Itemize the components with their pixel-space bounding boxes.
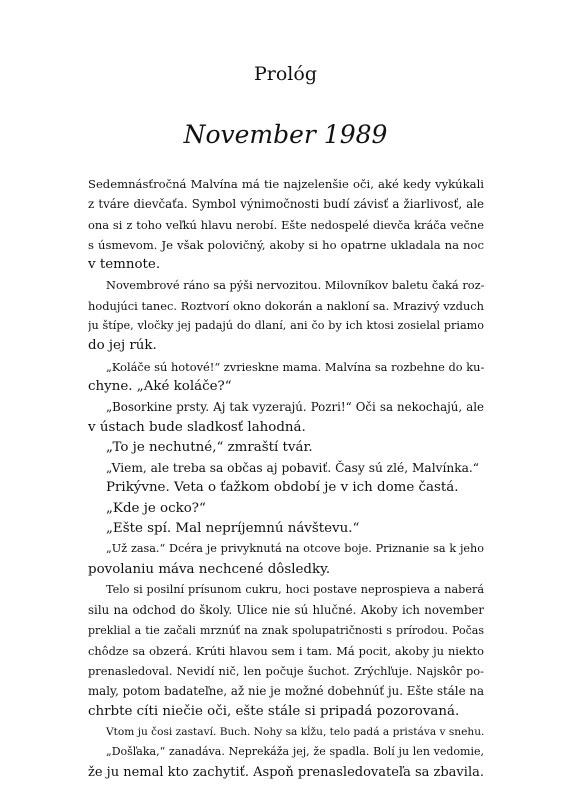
text-line: hodujúci tanec. Roztvorí okno dokorán a nakloní sa. Mrazivý vzduch	[88, 298, 484, 313]
text-line: s úsmevom. Je však polovičný, akoby si ho opatrne ukladala na noc	[88, 237, 484, 252]
text-line: z tváre dievčaťa. Symbol výnimočnosti budí závisť a žiarlivosť, ale	[88, 197, 484, 212]
text-line: maly, potom badateľne, až nie je možné dobehnúť ju. Ešte stále na	[88, 684, 484, 699]
text-line: Prikývne. Veta o ťažkom období je v ich dome častá.	[106, 480, 459, 496]
text-line: „Došľaka,“ zanadáva. Neprekáža jej, že spadla. Bolí ju len vedomie,	[106, 745, 484, 759]
text-line: v ústach bude sladkosť lahodná.	[88, 419, 306, 435]
text-line: chôdze sa obzerá. Krúti hlavou sem i tam. Má pocit, akoby ju niekto	[88, 643, 484, 658]
text-line: „Viem, ale treba sa občas aj pobaviť. Časy sú zlé, Malvínka.“	[106, 461, 479, 476]
text-line: Telo si posilní prísunom cukru, hoci postave neprospieva a naberá	[106, 582, 484, 596]
text-line: ona si z toho veľkú hlavu nerobí. Ešte nedospelé dievča kráča večne	[88, 217, 484, 232]
text-line: povolaniu máva nechcené dôsledky.	[88, 561, 331, 577]
text-line: do jej rúk.	[88, 338, 157, 354]
text-line: „To je nechutné,“ zmraští tvár.	[106, 439, 313, 455]
text-line: v temnote.	[88, 257, 161, 273]
text-line: Novembrové ráno sa pýši nervozitou. Milovníkov baletu čaká roz-	[106, 278, 484, 293]
text-line: „Ešte spí. Mal nepríjemnú návštevu.“	[106, 521, 360, 537]
text-line: Sedemnásťročná Malvína má tie najzelenšie oči, aké kedy vykúkali	[88, 177, 484, 191]
text-line: „Bosorkine prsty. Aj tak vyzerajú. Pozri!“ Oči sa nekochajú, ale	[106, 400, 484, 415]
text-line: že ju nemal kto zachytiť. Aspoň prenasledovateľa sa zbavila.	[88, 764, 484, 780]
text-line: chrbte cíti niečie oči, ešte stále si pripadá pozorovaná.	[88, 703, 460, 719]
text-line: ju štípe, vločky jej padajú do dlaní, ani čo by ich ktosi zosielal priamo	[88, 319, 484, 333]
text-line: „Koláče sú hotové!“ zvrieskne mama. Malvína sa rozbehne do ku-	[106, 359, 484, 374]
text-line: „Kde je ocko?“	[106, 500, 206, 516]
text-line: silu na odchod do školy. Ulice nie sú hlučné. Akoby ich november	[88, 603, 484, 618]
chapter-title: Prológ	[254, 63, 317, 85]
text-line: chyne. „Aké koláče?“	[88, 378, 232, 394]
chapter-subtitle: November 1989	[183, 120, 388, 149]
text-line: prenasledoval. Nevidí nič, len počuje šuchot. Zrýchľuje. Najskôr po-	[88, 664, 484, 679]
body-text	[88, 174, 484, 783]
text-line: Vtom ju čosi zastaví. Buch. Nohy sa kĺžu, telo padá a pristáva v snehu.	[106, 726, 484, 739]
text-line: preklial a tie začali mrznúť na znak spolupatričnosti s prírodou. Počas	[88, 623, 484, 637]
text-line: „Už zasa.“ Dcéra je privyknutá na otcove boje. Priznanie sa k jeho	[106, 542, 484, 556]
